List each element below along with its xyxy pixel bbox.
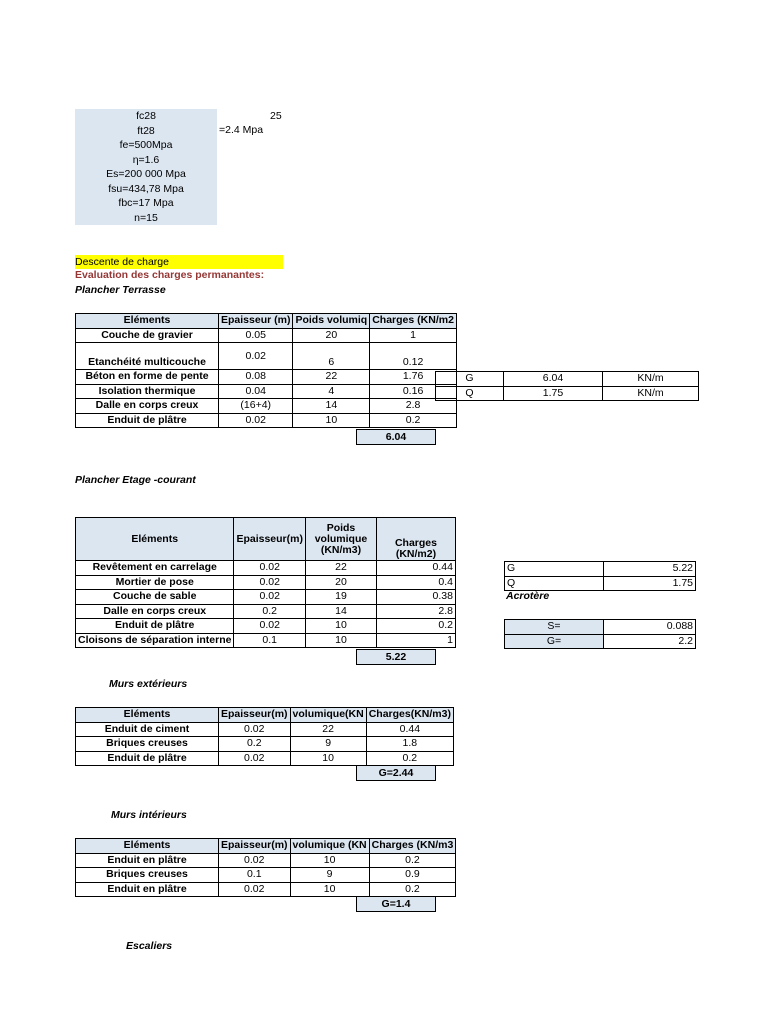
header-cell: Epaisseur(m) (219, 708, 291, 723)
param-fbc: fbc=17 Mpa (118, 197, 174, 209)
row-label: Enduit en plâtre (76, 853, 219, 868)
table-row (76, 328, 457, 343)
terrasse-gq-table (435, 371, 699, 401)
table-cell: 10 (290, 751, 366, 766)
table-cell: 0.2 (376, 619, 455, 634)
table-cell: KN/m (603, 372, 699, 387)
param-fe: fe=500Mpa (119, 139, 173, 151)
row-label: Enduit de plâtre (76, 619, 234, 634)
row-label: Revêtement en carrelage (76, 561, 234, 576)
header-cell: volumique(KN (290, 708, 366, 723)
table-cell: 10 (293, 413, 370, 428)
header-cell: Charges (KN/m2 (370, 314, 457, 329)
table-cell: 2.8 (376, 604, 455, 619)
row-label: Enduit en plâtre (76, 882, 219, 897)
table-cell: 0.1 (234, 633, 306, 648)
table-cell: 6.04 (504, 372, 603, 387)
evaluation-heading: Evaluation des charges permanantes: (75, 269, 265, 281)
header-cell: volumique (KN (290, 839, 369, 854)
param-es: Es=200 000 Mpa (106, 168, 186, 180)
table-header-row (76, 708, 454, 723)
table-row (76, 882, 456, 897)
table-row (76, 399, 457, 414)
table-row (505, 562, 696, 577)
header-cell: Charges (KN/m2) (376, 518, 455, 561)
table-cell: 0.05 (219, 328, 293, 343)
descente-heading: Descente de charge (75, 255, 283, 269)
table-cell: 14 (293, 399, 370, 414)
escaliers-heading: Escaliers (126, 940, 173, 952)
table-cell: 22 (290, 722, 366, 737)
table-cell: 0.02 (219, 413, 293, 428)
table-row (505, 620, 696, 635)
table-cell: 5.22 (604, 562, 696, 577)
row-label: Enduit de ciment (76, 722, 219, 737)
table-row (436, 372, 699, 387)
header-cell: Eléments (76, 708, 219, 723)
table-cell: 1.75 (504, 386, 603, 401)
table-cell: 0.02 (234, 619, 306, 634)
table-cell: 0.02 (219, 853, 291, 868)
table-cell: 20 (293, 328, 370, 343)
table-cell: 0.2 (219, 737, 291, 752)
table-row (76, 370, 457, 385)
header-cell: Charges(KN/m3) (366, 708, 453, 723)
table-cell: 0.08 (219, 370, 293, 385)
table-cell: 0.38 (376, 590, 455, 605)
row-label: Isolation thermique (76, 384, 219, 399)
table-cell: 0.16 (370, 384, 457, 399)
parameters-block (75, 109, 217, 225)
table-cell: 10 (305, 619, 376, 634)
table-row (505, 634, 696, 649)
etage-heading: Plancher Etage -courant (75, 474, 196, 486)
murs-int-table (75, 838, 456, 897)
etage-table (75, 517, 456, 648)
table-header-row (76, 839, 456, 854)
param-fc28-value: 25 (270, 110, 282, 122)
table-row (76, 751, 454, 766)
header-cell: Eléments (76, 518, 234, 561)
param-n: n=15 (134, 211, 158, 224)
table-cell: 0.2 (366, 751, 453, 766)
table-header-row (76, 518, 456, 561)
table-cell: 0.1 (219, 868, 291, 883)
table-row (76, 868, 456, 883)
table-row (76, 633, 456, 648)
header-cell: Poids volumique (KN/m3) (305, 518, 376, 561)
table-cell: 10 (305, 633, 376, 648)
table-cell: 1 (376, 633, 455, 648)
table-cell: G (436, 372, 504, 387)
table-cell: 0.2 (369, 853, 456, 868)
murs-int-total: G=1.4 (356, 896, 436, 912)
etage-total: 5.22 (356, 649, 436, 665)
table-cell: G (505, 562, 604, 577)
acrotere-heading: Acrotère (506, 590, 550, 602)
table-cell: 1 (370, 328, 457, 343)
table-cell: 0.44 (376, 561, 455, 576)
table-cell: 0.12 (370, 343, 457, 370)
table-cell: 1.8 (366, 737, 453, 752)
murs-ext-heading: Murs extérieurs (109, 678, 188, 690)
table-cell: Q (505, 576, 604, 591)
terrasse-heading: Plancher Terrasse (75, 284, 166, 296)
murs-ext-table (75, 707, 454, 766)
param-ft28-value: =2.4 Mpa (219, 124, 264, 136)
table-cell: 22 (293, 370, 370, 385)
table-cell: 22 (305, 561, 376, 576)
table-cell: 10 (290, 853, 369, 868)
param-ft28: ft28 (137, 124, 155, 137)
param-fc28: fc28 (136, 110, 156, 122)
table-cell: 4 (293, 384, 370, 399)
table-row (76, 722, 454, 737)
row-label: Dalle en corps creux (76, 399, 219, 414)
table-cell: 0.02 (219, 882, 291, 897)
header-cell: Poids volumiq (293, 314, 370, 329)
header-cell: Charges (KN/m3 (369, 839, 456, 854)
header-cell: Epaisseur(m) (234, 518, 306, 561)
terrasse-table (75, 313, 457, 428)
table-cell: 0.02 (219, 722, 291, 737)
table-cell: 0.9 (369, 868, 456, 883)
row-label: Couche de sable (76, 590, 234, 605)
table-cell: 1.75 (604, 576, 696, 591)
etage-gq-table (504, 561, 696, 591)
table-cell: 2.8 (370, 399, 457, 414)
table-cell: 2.2 (604, 634, 696, 649)
table-cell: 0.44 (366, 722, 453, 737)
row-label: Couche de gravier (76, 328, 219, 343)
row-label: Etanchéité multicouche (76, 343, 219, 370)
table-cell: 9 (290, 737, 366, 752)
table-cell: 10 (290, 882, 369, 897)
table-row (76, 575, 456, 590)
table-cell: KN/m (603, 386, 699, 401)
table-cell: S= (505, 620, 604, 635)
table-row (76, 343, 457, 370)
table-cell: 19 (305, 590, 376, 605)
row-label: Briques creuses (76, 868, 219, 883)
header-cell: Epaisseur(m) (219, 839, 291, 854)
table-cell: 0.2 (234, 604, 306, 619)
table-cell: 0.02 (219, 343, 293, 370)
table-cell: 0.4 (376, 575, 455, 590)
table-cell: (16+4) (219, 399, 293, 414)
table-row (76, 590, 456, 605)
row-label: Béton en forme de pente (76, 370, 219, 385)
table-cell: Q (436, 386, 504, 401)
param-eta: η=1.6 (132, 153, 160, 166)
table-cell: 0.088 (604, 620, 696, 635)
table-cell: 14 (305, 604, 376, 619)
table-cell: 0.02 (234, 590, 306, 605)
row-label: Mortier de pose (76, 575, 234, 590)
row-label: Enduit de plâtre (76, 751, 219, 766)
row-label: Dalle en corps creux (76, 604, 234, 619)
table-cell: G= (505, 634, 604, 649)
table-header-row (76, 314, 457, 329)
table-cell: 0.2 (369, 882, 456, 897)
table-cell: 0.02 (234, 575, 306, 590)
table-cell: 6 (293, 343, 370, 370)
table-row (76, 413, 457, 428)
header-cell: Eléments (76, 314, 219, 329)
table-cell: 0.04 (219, 384, 293, 399)
table-row (436, 386, 699, 401)
table-cell: 1.76 (370, 370, 457, 385)
table-row (76, 619, 456, 634)
table-cell: 9 (290, 868, 369, 883)
row-label: Cloisons de séparation interne (76, 633, 234, 648)
murs-ext-total: G=2.44 (356, 765, 436, 781)
param-fsu: fsu=434,78 Mpa (108, 182, 184, 195)
header-cell: Epaisseur (m) (219, 314, 293, 329)
table-cell: 20 (305, 575, 376, 590)
table-cell: 0.2 (370, 413, 457, 428)
table-row (76, 737, 454, 752)
row-label: Briques creuses (76, 737, 219, 752)
table-cell: 0.02 (219, 751, 291, 766)
terrasse-total: 6.04 (356, 429, 436, 445)
table-row (76, 384, 457, 399)
murs-int-heading: Murs intérieurs (111, 809, 187, 821)
row-label: Enduit de plâtre (76, 413, 219, 428)
table-row (76, 561, 456, 576)
acrotere-table (504, 619, 696, 649)
header-cell: Eléments (76, 839, 219, 854)
table-row (76, 853, 456, 868)
table-row (505, 576, 696, 591)
table-cell: 0.02 (234, 561, 306, 576)
table-row (76, 604, 456, 619)
